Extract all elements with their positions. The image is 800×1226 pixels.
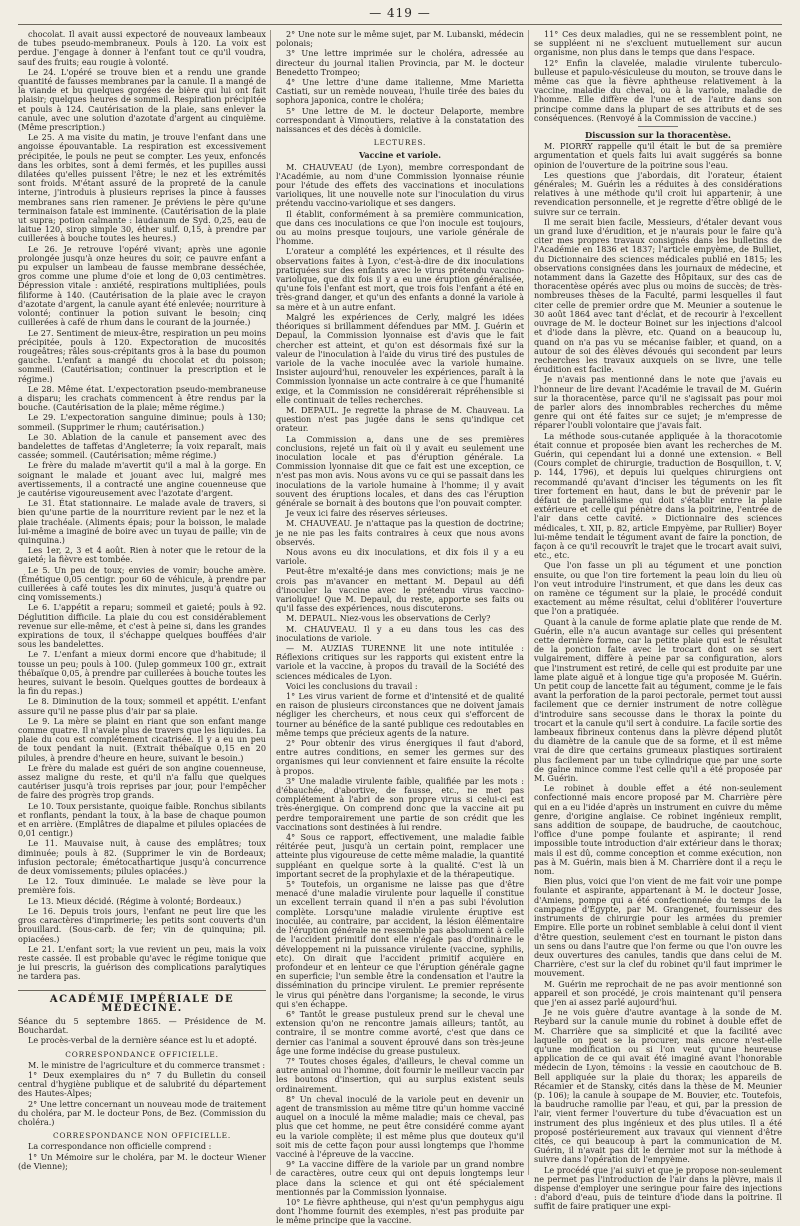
correspondance-continued: [276, 30, 524, 134]
paragraph: Le robinet à double effet a été non-seulement confectionné mais encore proposé par M. Charrière père qui en a eu l'idée d'après un instrument en cuivre du même genre, d'origine anglaise. Ce robinet ingénieux remplit, sans addition de soupape, de baudruche, de caoutchouc, l'office d'une pompe foulante et aspirante; il rend impossible toute introduction d'air extérieur dans le thorax; mais il est dû, comme conception et comme exécution, non pas à M. Guérin, mais bien à M. Charrière dont il a reçu le nom.: [534, 783, 782, 877]
paragraph: Il établit, conformément à sa première communication, que dans ces inoculations ce que l'on inocule est toujours, ou au moins presque toujours, une variole générale de l'homme.: [276, 208, 524, 247]
paragraph: 12° Enfin la clavelée, maladie virulente tuberculo-bulleuse et papulo-vésiculeuse du mouton, se trouve dans le même cas que la fièvre aphtheuse relativement à la vaccine, maladie du cheval, ou à la variole, maladie de l'homme. Elle diffère de l'une et de l'autre dans son principe comme dans la plupart de ses attributs et de ses conséquences. (Renvoyé à la Commission de vaccine.): [534, 57, 782, 123]
paragraph: — M. AUZIAS TURENNE lit une note intitulée : Réflexions critiques sur les rapports qui existent entre la variole et la vaccine, à propos du travail de la Société des sciences médicales de Lyon.: [276, 643, 524, 681]
paragraph: 4° Une lettre d'une dame italienne, Mme Marietta Castiati, sur un remède nouveau, l'huile tirée des baies du sophora japonica, contre le choléra;: [276, 77, 524, 106]
vaccine-title: Vaccine et variole.: [358, 150, 442, 161]
paragraph: Le 11. Mauvaise nuit, à cause des emplâtres; toux diminuée; pouls à 82. (Supprimer le vin de Bordeaux; infusion pectorale; émétocathartique jusqu'à concurrence de deux vomissements; pilules opiacées.): [18, 838, 266, 877]
paragraph: La Commission a, dans une de ses premières conclusions, rejeté un fait où il y avait eu seulement une inoculation locale et pas d'éruption générale. La Commission lyonnaise dit que ce fait est une exception, ce n'est pas mon avis. Nous avons vu ce qui se passait dans les inoculations de la variole humaine à l'homme; il y avait souvent des éruptions locales, et dans des cas l'éruption générale se bornait à des boutons que l'on pouvait compter.: [276, 433, 524, 508]
paragraph: Peut-être m'exalté-je dans mes convictions; mais je ne crois pas m'avancer en mettant M. Depaul au défi d'inoculer la vaccine avec le prétendu virus vaccino-variolique! Que M. Depaul, du reste, apporte ses faits ou qu'il fasse des expériences, nous discuterons.: [276, 566, 524, 614]
correspondance-non-officielle-title: CORRESPONDANCE NON OFFICIELLE.: [52, 1131, 232, 1141]
paragraph: Que l'on fasse un pli au tégument et une ponction ensuite, ou que l'on tire fortement la peau loin du lieu où l'on veut introduire l'instrument, et que dans les deux cas on ramène ce tégument sur la plaie, le procédé conduit exactement au même résultat, celui d'oblitérer l'ouverture que l'on a pratiquée.: [534, 560, 782, 617]
paragraph: 5° Toutefois, un organisme ne laisse pas que d'être menacé d'une maladie virulente pour laquelle il constitue un excellent terrain quand il n'en a pas subi l'évolution complète. Lorsqu'une maladie virulente éruptive est inoculée, au contraire, par accident, la lésion élémentaire de l'éruption générale ne ressemble pas absolument à celle de l'accident primitif dont elle n'égale pas d'ordinaire le développement ni la puissance virulente (vaccine, syphilis, etc). On dirait que l'accident primitif acquière en profondeur et en lenteur ce que l'éruption générale gagne en superficie; l'un semble être la condensation et l'autre la dissémination du principe virulent. Le premier représente le virus qui pénètre dans l'organisme; la seconde, le virus qui s'en échappe.: [276, 879, 524, 1009]
paragraph: 9° La vaccine diffère de la variole par un grand nombre de caractères, outre ceux qui ont depuis longtemps leur place dans la science et qui ont été spécialement mentionnés par la Commission lyonnaise.: [276, 1159, 524, 1197]
column-divider: [528, 30, 529, 1175]
paragraph: 1° Un Mémoire sur le choléra, par M. le docteur Wiener (de Vienne);: [18, 1151, 266, 1171]
paragraph: 11° Ces deux maladies, qui ne se ressemblent point, ne se suppléent ni ne s'excluent mutuellement sur aucun organisme, non plus dans le temps que dans l'espace.: [534, 29, 782, 58]
paragraph: M. CHAUVEAU. Je n'attaque pas la question de doctrine; je ne nie pas les faits contraires à ceux que nous avons observés.: [276, 518, 524, 547]
paragraph: Nous avons eu dix inoculations, et dix fois il y a eu variole.: [276, 546, 524, 567]
paragraph: Le 9. La mère se plaint en riant que son enfant mange comme quatre. Il n'avale plus de travers que les liquides. La plaie du cou est complétement cicatrisée. Il y a eu un peu de toux pendant la nuit. (Extrait thébaïque 0,15 en 20 pilules, à prendre d'heure en heure, suivant le besoin.): [18, 715, 267, 763]
paragraph: Malgré les expériences de Cerly, malgré les idées théoriques si brillamment défendues par MM. J. Guérin et Depaul, la Commission lyonnaise est d'avis que le fait chercher est atteint, et qu'on est désormais fixé sur la valeur de l'inoculation à l'aide du virus tiré des pustules de variole de la vache inoculée avec la variole humaine. Insister aujourd'hui, renouveler les expériences, paraît à la Commission lyonnaise un acte contraire à ce que l'humanité exige, et la Commission ne considérerait répréhensible si elle continuait de telles recherches.: [276, 311, 524, 405]
paragraph: Le frère du malade est guéri de son angine couenneuse, assez maligne du reste, et qu'il n'a fallu que quelques cautériser jusqu'à trois reprises par jour, pour l'empêcher de faire des progrès trop grands.: [18, 762, 266, 801]
paragraph: Le 31. État stationnaire. Le malade avale de travers, si bien qu'une partie de la nourriture revient par le nez et la plaie trachéale. (Aliments épais; pour la boisson, le malade lui-même a imaginé de boire avec un tuyau de paille; vin de quinquina.): [18, 498, 266, 545]
paragraph: 3° Une lettre imprimée sur le choléra, adressée au directeur du journal italien Provincia, par M. le docteur Benedetto Trompeo;: [276, 48, 524, 77]
paragraph: Le 6. L'appétit a reparu; sommeil et gaieté; pouls à 92. Déglutition difficile. La plaie du cou est considérablement revenue sur elle-même, et c'est à peine si, dans les grandes expirations de toux, il s'échappe quelques bouffées d'air sous les bandelettes.: [18, 602, 266, 650]
paragraph: 7° Toutes choses égales, d'ailleurs, le cheval comme un autre animal ou l'homme, doit fournir le meilleur vaccin par les boutons d'insertion, qui au surplus existent seuls ordinairement.: [276, 1055, 524, 1094]
paragraph: La correspondance non officielle comprend :: [28, 1141, 212, 1152]
paragraph: 1° Deux exemplaires du n° 7 du Bulletin du conseil central d'hygiène publique et de salubrité du département des Hautes-Alpes;: [18, 1069, 266, 1099]
paragraph: Le 12. Toux diminuée. Le malade se lève pour la première fois.: [18, 876, 266, 896]
paragraph: 2° Une lettre concernant un nouveau mode de traitement du choléra, par M. le docteur Pons, de Bez. (Commission du choléra.): [18, 1098, 266, 1127]
paragraph: 5° Une lettre de M. le docteur Delaporte, membre correspondant à Vimoutiers, relative à la constatation des naissances et des décès à domicile.: [276, 105, 524, 135]
paragraph: Je n'avais pas mentionné dans le note que j'avais eu l'honneur de lire devant l'Académie le travail de M. Guérin sur la thoracentèse, parce qu'il ne s'agissait pas pour moi de parler alors des innombrables recherches du même genre qui ont été faites sur ce sujet; je m'empresse de réparer l'oubli volontaire que j'avais fait.: [534, 374, 782, 431]
paragraph: M. le ministre de l'agriculture et du commerce transmet :: [28, 1059, 266, 1070]
paragraph: Je veux ici faire des réserves sérieuses.: [286, 508, 448, 519]
correspondance-officielle-list: [18, 1061, 266, 1127]
paragraph: Le 30. Ablation de la canule et pansement avec des bandelettes de taffetas d'Angleterre; la voix reparaît, mais cassée; sommeil. (Cautérisation; même régime.): [18, 431, 266, 461]
paragraph: Le 26. Je retrouve l'opéré vivant; après une agonie prolongée jusqu'à onze heures du soir, ce pauvre enfant a pu expulser un lambeau de fausse membrane desséchée, gros comme une plume d'oie et long de 0,03 centimètres. Dépression vitale : anxiété, respirations multipliées, pouls filiforme à 140. (Cautérisation de la plaie avec le crayon d'azotate d'argent, la canule ayant été enlevée; nourriture à volonté; continuer la potion suivant le besoin; cinq cuillerées à café de rhum dans le courant de la journée.): [18, 243, 266, 328]
paragraph: 2° Une note sur le même sujet, par M. Lubanski, médecin polonais;: [276, 29, 524, 49]
paragraph: M. PIORRY rappelle qu'il était le but de sa première argumentation et quels faits lui avait suggérés sa bonne opinion de l'ouverture de la poitrine sous l'eau.: [534, 141, 782, 170]
paragraph: Le 24. L'opéré se trouve bien et a rendu une grande quantité de fausses membranes par la canule. Il a mangé de la viande et bu quelques gorgées de bière qui lui ont fait plaisir; quelques heures de sommeil. Respiration précipitée et pouls à 124. Cautérisation de la plaie, sans enlever la canule, avec une solution d'azotate d'argent au cinquième. (Même prescription.): [18, 66, 266, 133]
paragraph: 4° Sous ce rapport, effectivement, une maladie faible réitérée peut, jusqu'à un certain point, remplacer une atteinte plus vigoureuse de cette même maladie, la quantité suppléant en quelque sorte à la qualité. C'est là un important secret de la prophylaxie et de la thérapeutique.: [276, 832, 524, 879]
paragraph: Il me serait bien facile, Messieurs, d'étaler devant vous un grand luxe d'érudition, et je n'aurais pour le faire qu'à citer mes propres travaux consignés dans les bulletins de l'Académie en 1836 et 1837; l'article empyème, de Bulliet, du Dictionnaire des sciences médicales publié en 1815; les observations consignées dans les journaux de médecine, et notamment dans la Gazette des Hôpitaux, sur des cas de thoracentèse opérés avec plus ou moins de succès; de très-nombreuses thèses de la Faculté, parmi lesquelles il faut citer celle de premier ordre que M. Meunier a soutenue le 30 août 1864 avec tant d'éclat, et de recourir à l'excellent ouvrage de M. le docteur Boinet sur les injections d'alcool et d'iode dans la plèvre, etc. Quand on a beaucoup lu, quand on n'a pas vu se mécanise faibler, et quand, on a autour de soi des élèves dévoués qui secondent par leurs recherches les travaux auxquels on se livre, une telle érudition est facile.: [534, 216, 782, 375]
case-report-text: [18, 30, 266, 982]
paragraph: Le 25. A ma visite du matin, je trouve l'enfant dans une angoisse épouvantable. La respiration est excessivement précipitée, le pouls ne peut se compter. Les yeux, enfoncés dans les orbites, sont à demi fermés, et les pupilles aussi dilatées qu'elles puissent l'être; le nez et les extrémités sont froids. M'étant assuré de la propreté de la canule interne, j'introduis à plusieurs reprises la pince à fausses membranes sans rien ramener. Je préviens le père qu'une terminaison fatale est imminente. (Cautérisation de la plaie ut supra; potion calmante : laudanum de Syd. 0,25, eau de laitue 120, sirop simple 30, éther sulf. 0,15, à prendre par cuillerées à bouche toutes les heures.): [18, 132, 266, 244]
paragraph: Le 5. Un peu de toux; envies de vomir; bouche amère. (Émétique 0,05 centigr. pour 60 de véhicule, à prendre par cuillerées à café toutes les dix minutes, jusqu'à quatre ou cinq vomissements.): [18, 564, 266, 603]
paragraph: Les 1er, 2, 3 et 4 août. Rien à noter que le retour de la gaieté; la fièvre est tombée.: [18, 545, 266, 565]
paragraph: Le procédé que j'ai suivi et que je propose non-seulement ne permet pas l'introduction de l'air dans la plèvre, mais il dispense d'employer une seringue pour faire des injections : d'abord d'eau, puis de teinture d'iode dans la poitrine. Il suffit de faire pratiquer une expi-: [534, 1164, 782, 1212]
conclusions-continued: [534, 30, 782, 123]
paragraph: M. CHAUVEAU (de Lyon), membre correspondant de l'Académie, au nom d'une Commission lyonnaise réunie pour l'étude des effets des vaccinations et inoculations varioliques, lit une nouvelle note sur l'inoculation du virus prétendu vaccino-variolique et ses dangers.: [276, 161, 524, 209]
paragraph: 2° Pour obtenir des virus énergiques il faut d'abord, entre autres conditions, en semer les germes sur des organismes qui leur conviennent et faire ensuite la récolte à propos.: [276, 738, 524, 776]
paragraph: Le 16. Depuis trois jours, l'enfant ne peut lire que les gros caractères d'imprimerie; les petits sont couverts d'un brouillard. (Sous-carb. de fer; vin de quinquina; pil. opiacées.): [18, 905, 266, 944]
paragraph: Le 10. Toux persistante, quoique faible. Ronchus sibilants et ronflants, pendant la toux, à la base de chaque poumon et en arrière. (Emplâtres de diapalme et pilules opiacées de 0,01 centigr.): [18, 800, 266, 839]
column-1: [18, 30, 266, 1180]
paragraph: Le frère du malade m'avertit qu'il a mal à la gorge. En soignant le malade et jouant avec lui, malgré mes avertissements, il a contracté une angine couenneuse que je cautérise vigoureusement avec l'azotate d'argent.: [18, 460, 266, 498]
column-divider: [270, 30, 271, 1175]
paragraph: Le 28. Même état. L'expectoration pseudo-membraneuse a disparu; les crachats commencent à être rendus par la bouche. (Cautérisation de la plaie; même régime.): [18, 383, 266, 413]
thoracentese-discussion-text: [534, 142, 782, 1211]
thoracentese-title-text: Discussion sur la thoracentèse.: [585, 130, 731, 141]
separator: [638, 126, 678, 127]
correspondance-non-officielle-list: [18, 1142, 266, 1171]
correspondance-officielle-title: CORRESPONDANCE OFFICIELLE.: [65, 1049, 219, 1059]
paragraph: Le 7. L'enfant a mieux dormi encore que d'habitude; il tousse un peu; pouls à 100. (Julep gommeux 100 gr., extrait thébaïque 0,05, à prendre par cuillerées à bouche toutes les heures, suivant le besoin. Quelques gouttes de bordeaux à la fin du repas.): [18, 649, 266, 697]
lectures-title: LECTURES.: [373, 138, 427, 148]
page-number: — 419 —: [369, 6, 431, 20]
paragraph: Le 8. Diminution de la toux; sommeil et appétit. L'enfant assure qu'il ne passe plus d'air par sa plaie.: [18, 696, 266, 716]
paragraph: M. Guérin me reprochait de ne pas avoir mentionné son appareil et son procédé, je crois maintenant qu'il pensera que j'en ai assez parlé aujourd'hui.: [534, 978, 782, 1007]
section-title-academie: ACADÉMIE IMPÉRIALE DE MÉDECINE.: [18, 990, 266, 1013]
column-2: [276, 29, 524, 1226]
paragraph: L'orateur a complété les expériences, et il résulte des observations faites à Lyon, c'est-à-dire de dix inoculations pratiquées sur des enfants avec le virus prétendu vaccino-variolique, que dix fois il y a eu une éruption généralisée, qu'une fois l'enfant est mort, que trois fois l'enfant a été en très-grand danger, et qu'un des enfants a donné la variole à sa mère et à un autre enfant.: [276, 246, 524, 312]
paragraph: 6° Tantôt le grease pustuleux prend sur le cheval une extension qu'on ne rencontre jamais ailleurs; tantôt, au contraire, il se montre comme avorté, c'est que dans ce dernier cas l'animal a souvent éprouvé dans son très-jeune âge une forme indécise du grease pustuleux.: [276, 1008, 524, 1056]
paragraph: Le 27. Sentiment de mieux-être, respiration un peu moins précipitée, pouls à 120. Expectoration de mucosités rougeâtres; râles sous-crépitants gros à la base du poumon gauche. L'enfant a mangé du chocolat et du poisson; sommeil. (Cautérisation; continuer la prescription et le régime.): [18, 327, 266, 384]
paragraph: Les questions que j'abordais, dit l'orateur, étaient générales; M. Guérin les a réduites à des considérations relatives à une méthode qu'il croit lui appartenir, à une revendication personnelle, et je regrette d'être obligé de le suivre sur ce terrain.: [534, 169, 782, 217]
paragraph: Le 29. L'expectoration sanguine diminue; pouls à 130; sommeil. (Supprimer le rhum; cautérisation.): [18, 412, 266, 432]
paragraph: M. DEPAUL. Je regrette la phrase de M. Chauveau. La question n'est pas jugée dans le sens qu'indique cet orateur.: [276, 404, 524, 434]
header-rule: [18, 24, 782, 25]
vaccine-discussion-text: [276, 163, 524, 1226]
column-3: [534, 29, 782, 1212]
paragraph: 1° Les virus varient de forme et d'intensité et de qualité en raison de plusieurs circonstances que ne doivent jamais négliger les chercheurs, et nous ceux qui s'efforcent de tourner au bénéfice de la santé publique ces redoutables en même temps que précieux agents de la nature.: [276, 691, 524, 738]
paragraph: La méthode sous-cutanée appliquée à la thoracotomie était connue et proposée bien avant les recherches de M. Guérin, qui cependant lui a donné une extension. « Bell (Cours complet de chirurgie, traduction de Bosquillon, t. V, p. 144, 1796), et depuis lui quelques chirurgiens ont recommandé qu'avant d'inciser les téguments on les fît tirer fortement en haut, dans le but de prévenir par le défaut de parallélisme qui doit s'établir entre la plaie extérieure et celle qui pénètre dans la poitrine, l'entrée de l'air dans cette cavité. » Dictionnaire des sciences médicales, t. XII, p. 82, article Empyème, par Rullier) Boyer lui-même tendait le tégument avant de faire la ponction, de façon à ce qu'il recouvrît le trajet que le trocart avait suivi, etc., etc.: [534, 430, 782, 561]
paragraph: Bien plus, voici que l'on vient de me fait voir une pompe foulante et aspirante, appartenant à M. le docteur Josse, d'Amiens, pompe qui a été confectionnée du temps de la campagne d'Égypte, par M. Grangenet, fournisseur des instruments de chirurgie pour les armées du premier Empire. Elle porte un robinet semblable à celui dont il vient d'être question, seulement c'est en tournant le piston dans un sens ou dans l'autre que l'on ferme ou que l'on ouvre les deux ouvertures des canules, tandis que dans celui de M. Charrière, c'est sur la clef du robinet qu'il faut imprimer le mouvement.: [534, 876, 782, 979]
paragraph: 3° Une maladie virulente faible, qualifiée par les mots : d'ébauchée, d'abortive, de fausse, etc., ne met pas complétement à l'abri de son propre virus si celui-ci est très-énergique. On comprend donc que la vaccine ait pu perdre temporairement une partie de son crédit que les vaccinations sont destinées à lui rendre.: [276, 775, 524, 832]
paragraph: M. CHAUVEAU. Il y a eu dans tous les cas des inoculations de variole.: [276, 623, 524, 643]
thoracentese-title: [534, 131, 782, 140]
paragraph: Le 13. Mieux décidé. (Régime à volonté; Bordeaux.): [28, 895, 242, 906]
paragraph: Le 21. L'enfant sort; la vue revient un peu, mais la voix reste cassée. Il est probable qu'avec le régime tonique que je lui prescris, la guérison des complications paralytiques ne tardera pas.: [18, 943, 266, 982]
paragraph: 8° Un cheval inoculé de la variole peut en devenir un agent de transmission au même titre qu'un homme vacciné auquel on a inoculé la même maladie; mais ce cheval, pas plus que cet homme, ne peut être considéré comme ayant eu la variole complète; il est même plus que douteux qu'il soit mis de cette façon pour aussi longtemps que l'homme vacciné à l'épreuve de la vaccine.: [276, 1093, 524, 1159]
paragraph: Quant à la canule de forme aplatie plate que rende de M. Guérin, elle n'a aucun avantage sur celles qui présentent cette dernière forme, car la petite plaie qui est le résultat de la ponction faite avec le trocart dont on se sert vulgairement, diffère à peine par sa configuration, alors que l'instrument est retiré, de celle qui est produite par une lame plate aiguë et à longue tige qu'a proposée M. Guérin. Un petit coup de lancette fait au tégument, comme je le fais avant la perforation de la paroi pectorale, permet tout aussi facilement que ce dernier instrument de notre collègue d'introduire sans secousse dans le thorax la pointe du trocart et la canule qu'il sert à conduire. La facile sortie des lambeaux fibrineux contenus dans la plèvre dépend plutôt du diamètre de la canule que de sa forme, et il est même vrai de dire que certains grumeaux plastiques sortiraient plus facilement par un tube cylindrique que par une sorte de gaîne mince comme l'est celle qu'il a été proposée par M. Guérin.: [534, 616, 782, 784]
proces-verbal: Le procès-verbal de la dernière séance est lu et adopté.: [28, 1035, 257, 1046]
paragraph: 10° Le fièvre aphtheuse, qui n'est qu'un pemphygus aigu dont l'homme fournit des exemples, n'est pas produite par le même principe que la vaccine.: [276, 1196, 524, 1226]
paragraph: M. DEPAUL. Niez-vous les observations de Cerly?: [286, 613, 491, 624]
paragraph: chocolat. Il avait aussi expectoré de nouveaux lambeaux de tubes pseudo-membraneux. Pouls à 120. La voix est perdue. J'engage à donner à l'enfant tout ce qu'il voudra, sauf des fruits; eau rougie à volonté.: [18, 29, 266, 67]
paragraph: Voici les conclusions du travail :: [286, 680, 418, 691]
paragraph: Je ne vois guère d'autre avantage à la sonde de M. Reybard sur la canule munie du robinet à double effet de M. Charrière que sa simplicité et que la facilité avec laquelle on peut se la procurer, mais encore n'est-elle qu'une modification ou si l'on veut qu'une heureuse application de ce qui avait été imaginé avant l'honorable médecin de Lyon, témoins : la vessie en caoutchouc de B. Bell appliquée sur la plaie du thorax; les appareils de Récamier et de Stansky, cités dans la thèse de M. Meunier (p. 106); la canule à soupape de M. Bouvier, etc. Toutefois, la baudruche ramollie par l'eau, et qui, par la pression de l'air, vient fermer l'ouverture du tube d'évacuation est un instrument des plus ingénieux et des plus utiles. Il a été proposé postérieurement aux travaux qui viennent d'être cités, ce qui beaucoup à part la communication de M. Guérin, il n'avait pas dit le dernier mot sur la méthode à suivre dans l'opération de l'empyème.: [534, 1007, 782, 1165]
seance-line: Séance du 5 septembre 1865. — Présidence de M. Bouchardat.: [18, 1015, 266, 1036]
